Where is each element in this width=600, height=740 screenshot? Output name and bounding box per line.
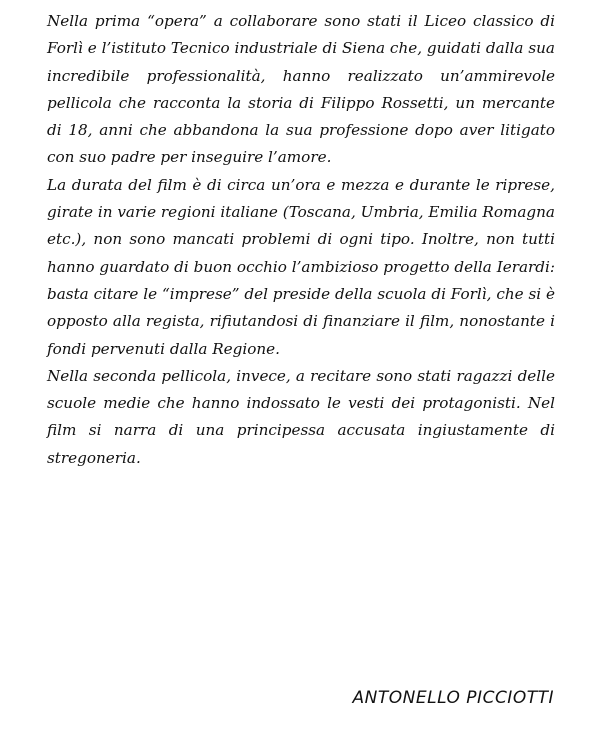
article-paragraph-3: Nella seconda pellicola, invece, a recitare sono stati ragazzi delle scuole medie che hanno indossato le vesti dei protagonisti. Nel film si narra di una principessa accusata ingiustamente di stregoneria. <box>47 366 555 467</box>
article-paragraph-2: La durata del film è di circa un’ora e mezza e durante le riprese, girate in varie regioni italiane (Toscana, Umbria, Emilia Romagna etc.), non sono mancati problemi di ogni tipo. Inoltre, non tutti hanno guardato di buon occhio l’ambizioso progetto della Ierardi: basta citare le “imprese” del preside della scuola di Forlì, che si è opposto alla regista, rifiutandosi di finanziare il film, nonostante i fondi pervenuti dalla Regione. <box>47 175 555 358</box>
article-paragraph-1: Nella prima “opera” a collaborare sono stati il Liceo classico di Forlì e l’istituto Tecnico industriale di Siena che, guidati dalla sua incredibile professionalità, hanno realizzato un’ammirevole pellicola che racconta la storia di Filippo Rossetti, un mercante di 18, anni che abbandona la sua professione dopo aver litigato con suo padre per inseguire l’amore. <box>47 12 555 167</box>
author-signature: ANTONELLO PICCIOTTI <box>352 688 554 708</box>
article-body <box>47 8 555 472</box>
